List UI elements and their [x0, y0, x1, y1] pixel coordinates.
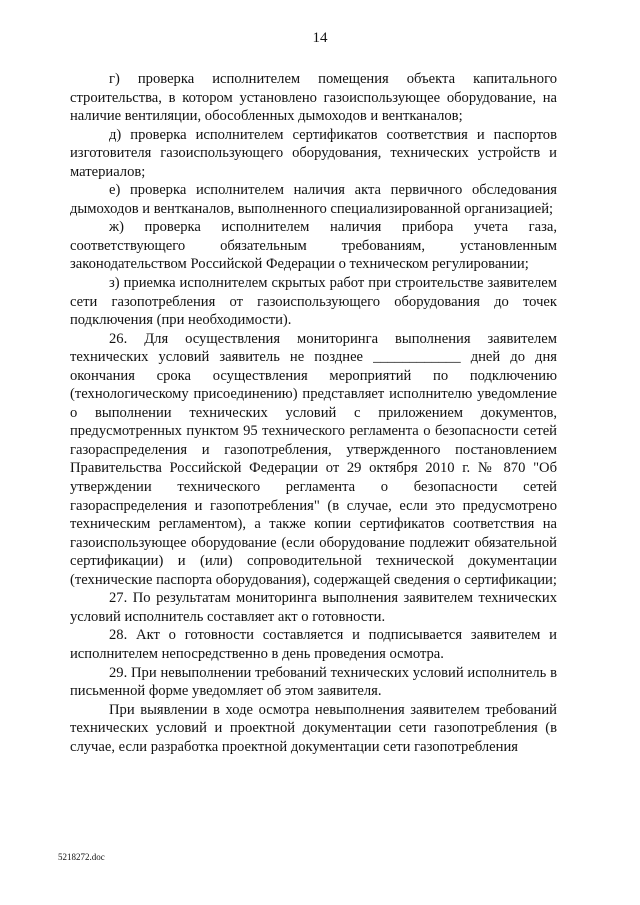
paragraph-item-29: 29. При невыполнении требований технических условий исполнитель в письменной форме уведомляет об этом заявителя.: [70, 664, 557, 700]
paragraph-item-26: 26. Для осуществления мониторинга выполнения заявителем технических условий заявитель не позднее ____________ дней до дня окончания срока осуществления мероприятий по подключению (технологическому присоединению) представляет исполнителю уведомление о выполнении технических условий с приложением документов, предусмотренных пунктом 95 технического регламента о безопасности сетей газораспределения и газопотребления, утвержденного постановлением Правительства Российской Федерации от 29 октября 2010 г. № 870 "Об утверждении технического регламента о безопасности сетей газораспределения и газопотребления" (в случае, если это предусмотрено техническим регламентом), а также копии сертификатов соответствия на газоиспользующее оборудование (если оборудование подлежит обязательной сертификации) и (или) сопроводительной технической документации (технические паспорта оборудования), содержащей сведения о сертификации;: [70, 330, 557, 588]
page-number: 14: [312, 30, 328, 46]
paragraph-item-27: 27. По результатам мониторинга выполнения заявителем технических условий исполнитель составляет акт о готовности.: [70, 590, 557, 625]
paragraph-subitem-zh: ж) проверка исполнителем наличия прибора учета газа, соответствующего обязательным требованиям, установленным законодательством Российской Федерации о техническом регулировании;: [70, 219, 557, 273]
paragraph-continuation: При выявлении в ходе осмотра невыполнения заявителем требований технических условий и проектной документации сети газопотребления (в случае, если разработка проектной документации сети газопотребления: [70, 701, 557, 755]
document-body: [70, 70, 557, 756]
paragraph-item-28: 28. Акт о готовности составляется и подписывается заявителем и исполнителем непосредственно в день проведения осмотра.: [70, 627, 557, 662]
footer-file-code: 5218272.doc: [58, 852, 105, 862]
paragraph-subitem-g: г) проверка исполнителем помещения объекта капитального строительства, в котором установлено газоиспользующее оборудование, на наличие вентиляции, обособленных дымоходов и вентканалов;: [70, 71, 557, 125]
paragraph-subitem-e: е) проверка исполнителем наличия акта первичного обследования дымоходов и вентканалов, выполненного специализированной организацией;: [70, 182, 557, 217]
paragraph-subitem-d: д) проверка исполнителем сертификатов соответствия и паспортов изготовителя газоиспользующего оборудования, технических устройств и материалов;: [70, 126, 557, 180]
paragraph-subitem-z: з) приемка исполнителем скрытых работ при строительстве заявителем сети газопотребления от газоиспользующего оборудования до точек подключения (при необходимости).: [70, 275, 557, 329]
